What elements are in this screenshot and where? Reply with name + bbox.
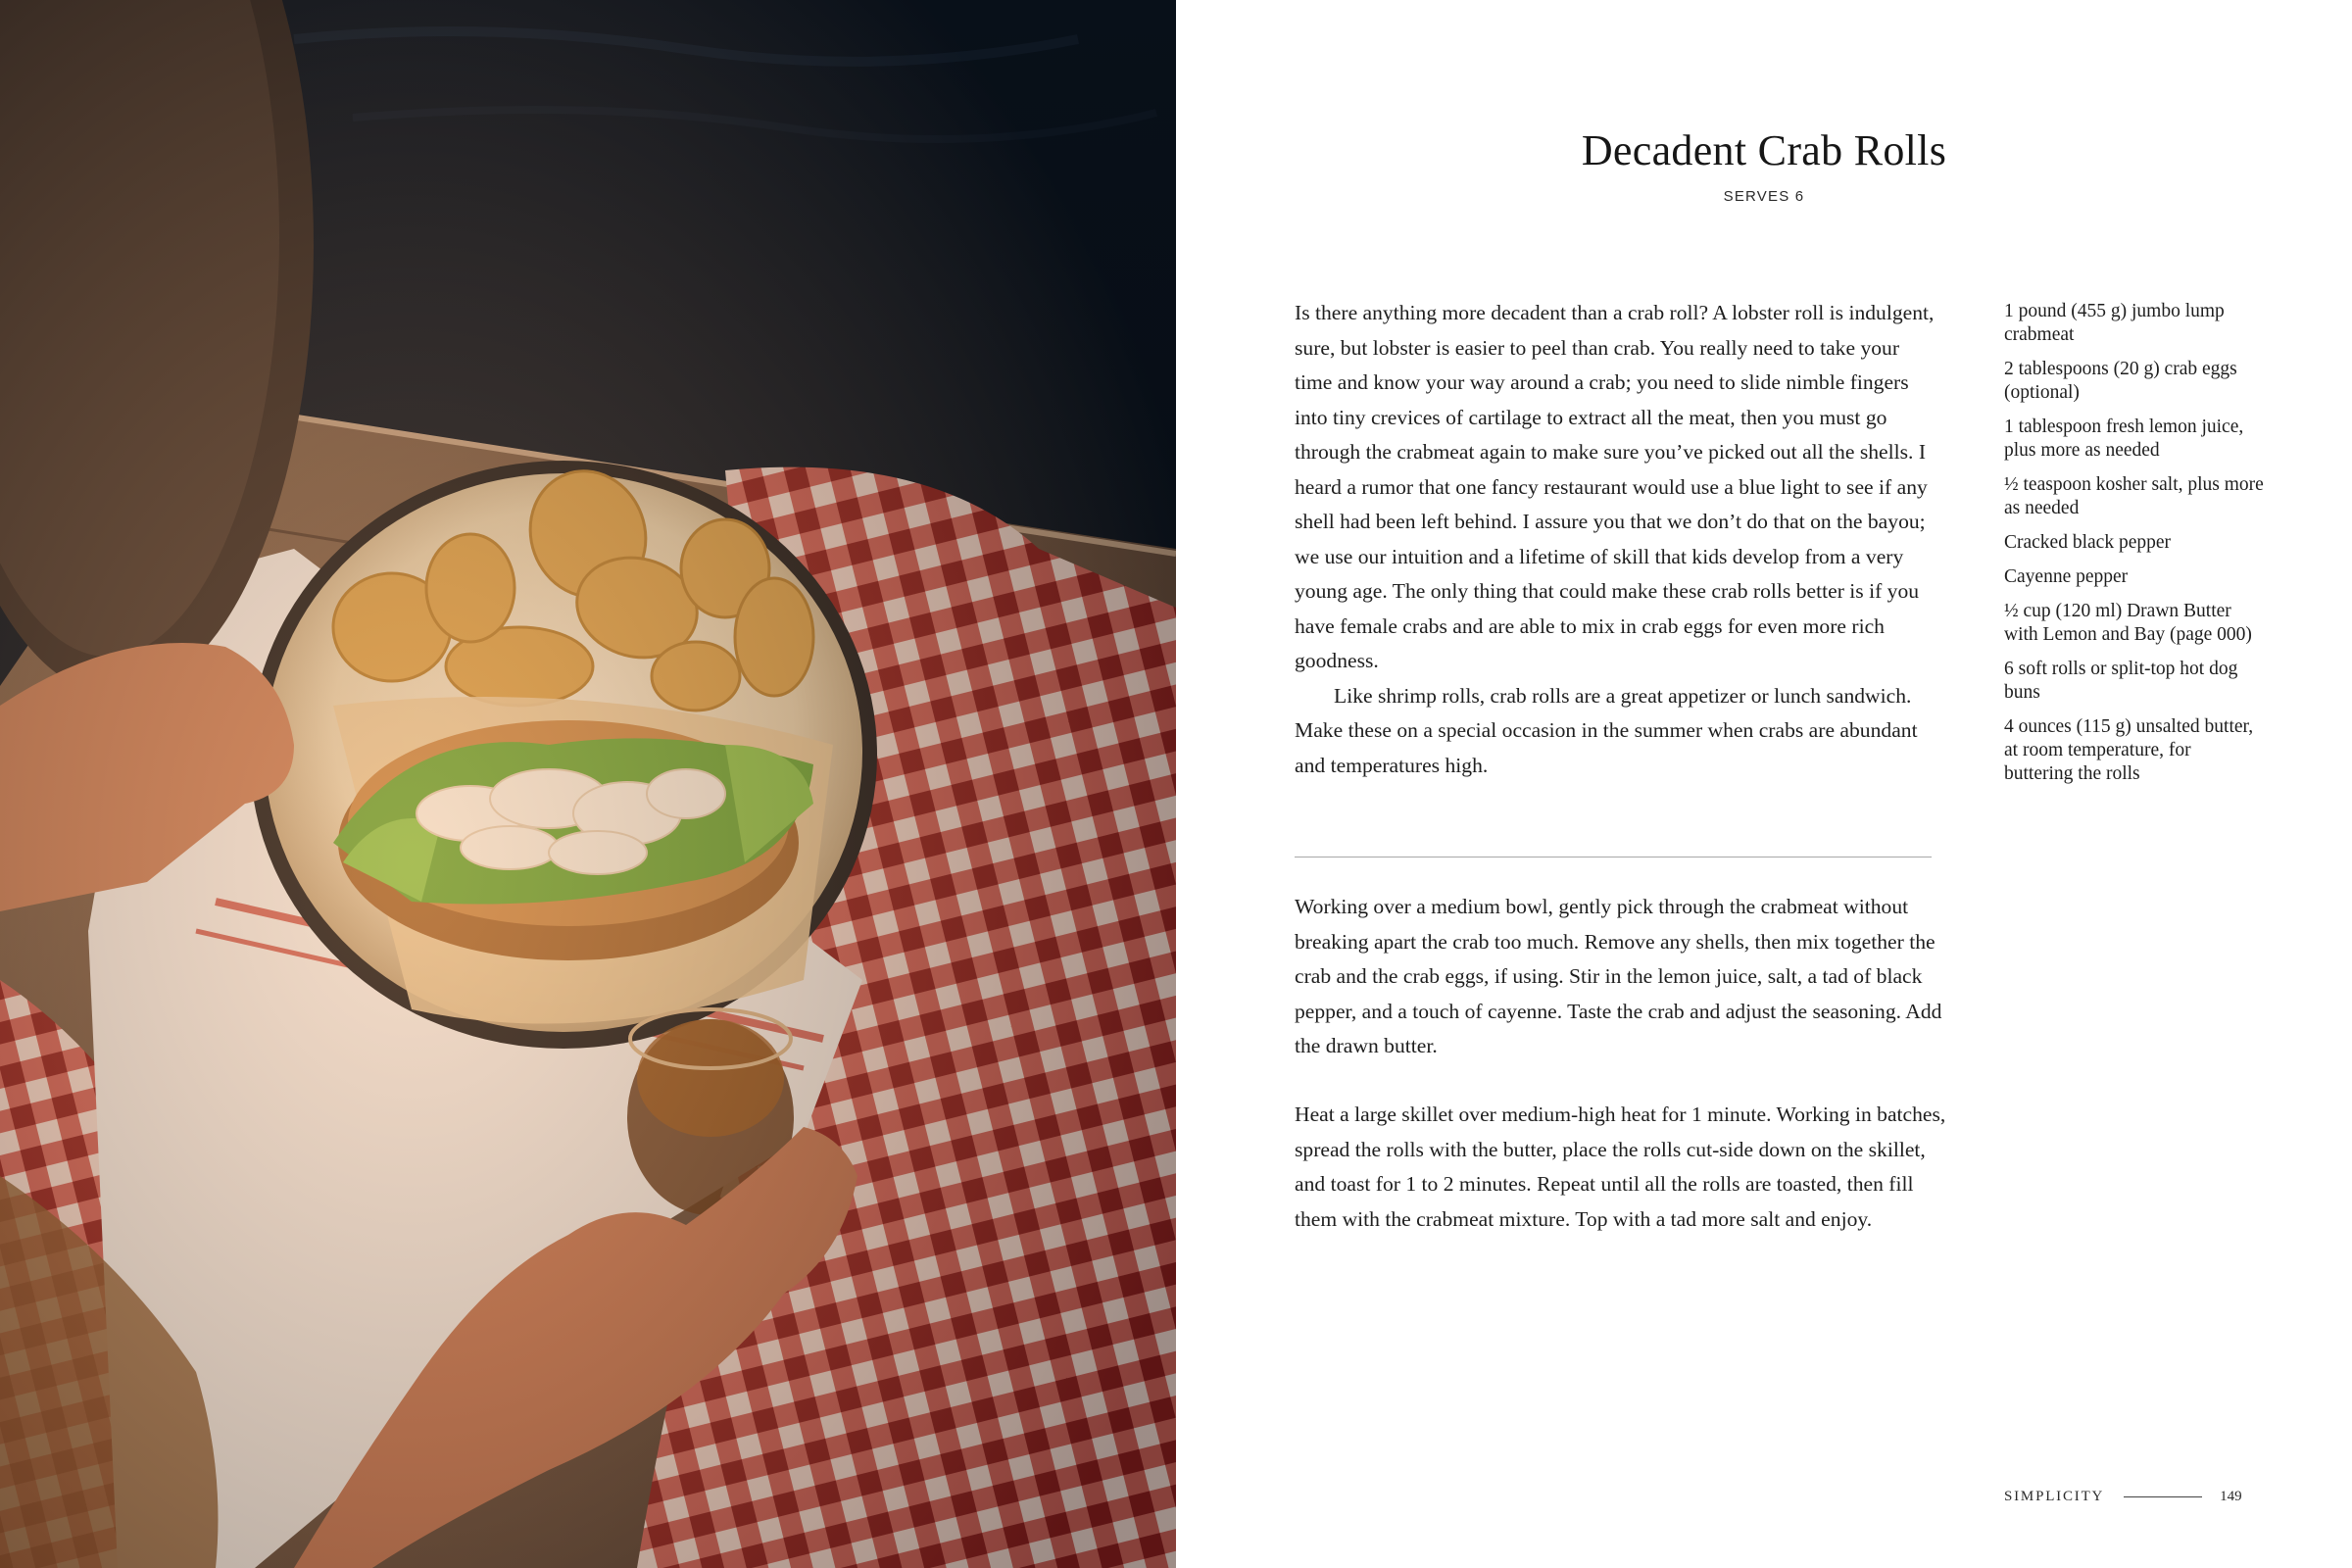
ingredient-item: 1 pound (455 g) jumbo lump crabmeat xyxy=(2004,301,2225,345)
method-step: Working over a medium bowl, gently pick through the crabmeat without breaking apart the crab too much. Remove any shells, then mix together the crab and the crab eggs, if using. Stir in the lemon juice, salt, a tad of black pepper, and a touch of cayenne. Taste the crab and adjust the seasoning. Add the drawn butter. xyxy=(1295,895,1942,1057)
ingredient-item: ½ cup (120 ml) Drawn Butter with Lemon and Bay (page 000) xyxy=(2004,601,2252,645)
page-number: 149 xyxy=(2220,1489,2242,1504)
section-divider xyxy=(1295,857,1932,858)
ingredient-item: 4 ounces (115 g) unsalted butter, at room temperature, for buttering the rolls xyxy=(2004,716,2254,784)
ingredient-item: Cayenne pepper xyxy=(2004,566,2129,587)
ingredient-item: ½ teaspoon kosher salt, plus more as needed xyxy=(2004,474,2264,518)
section-name: SIMPLICITY xyxy=(2004,1489,2105,1504)
recipe-page xyxy=(1176,0,2352,1568)
footer-rule xyxy=(2124,1496,2202,1497)
method-step: Heat a large skillet over medium-high heat for 1 minute. Working in batches, spread the rolls with the butter, place the rolls cut-side down on the skillet, and toast for 1 to 2 minutes. Repeat until all the rolls are toasted, then fill them with the crabmeat mixture. Top with a tad more salt and enjoy. xyxy=(1295,1102,1946,1231)
intro-paragraph: Like shrimp rolls, crab rolls are a great appetizer or lunch sandwich. Make these on a special occasion in the summer when crabs are abundant and temperatures high. xyxy=(1295,683,1918,777)
page-footer xyxy=(2004,1489,2298,1505)
ingredient-item: 6 soft rolls or split-top hot dog buns xyxy=(2004,659,2238,703)
serves-label: SERVES 6 xyxy=(1723,188,1805,205)
recipe-title: Decadent Crab Rolls xyxy=(1581,126,1947,174)
ingredient-list xyxy=(2004,300,2264,797)
intro-text xyxy=(1295,296,1941,783)
ingredient-item: Cracked black pepper xyxy=(2004,532,2171,553)
ingredient-item: 2 tablespoons (20 g) crab eggs (optional) xyxy=(2004,359,2237,403)
ingredient-item: 1 tablespoon fresh lemon juice, plus more as needed xyxy=(2004,416,2244,461)
intro-paragraph: Is there anything more decadent than a crab roll? A lobster roll is indulgent, sure, but lobster is easier to peel than crab. You really need to take your time and know your way around a crab; you need to slide nimble fingers into tiny crevices of cartilage to extract all the meat, then you must go through the crabmeat again to make sure you’ve picked out all the shells. I heard a rumor that one fancy restaurant would use a blue light to see if any shell had been left behind. I assure you that we don’t do that on the bayou; we use our intuition and a lifetime of skill that kids develop from a very young age. The only thing that could make these crab rolls better is if you have female crabs and are able to mix in crab eggs for even more rich goodness. xyxy=(1295,301,1935,672)
